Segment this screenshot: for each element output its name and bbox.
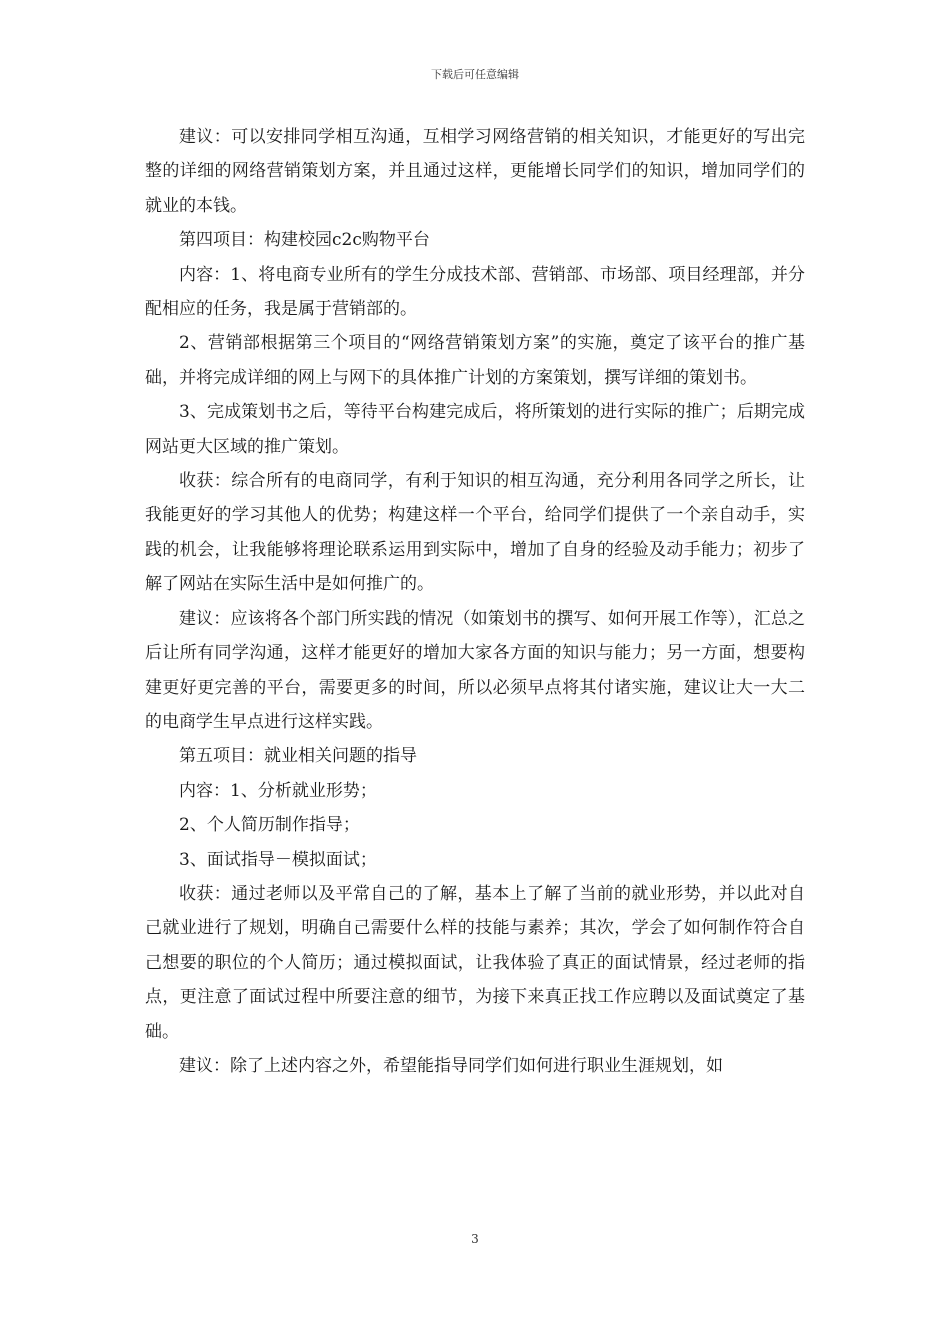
paragraph-project-5-suggestion: 建议：除了上述内容之外，希望能指导同学们如何进行职业生涯规划，如 <box>179 1055 723 1076</box>
paragraph-project-5-content-1: 内容：1、分析就业形势； <box>179 780 377 801</box>
paragraph-project-4-content-1: 内容：1、将电商专业所有的学生分成技术部、营销部、市场部、项目经理部，并分配相应的任务，我是属于营销部的。 <box>145 264 805 320</box>
paragraph-project-5-content-3: 3、面试指导－模拟面试； <box>179 849 377 870</box>
paragraph-project-4-title: 第四项目：构建校园c2c购物平台 <box>179 230 430 251</box>
page-number: 3 <box>471 1232 479 1246</box>
paragraph-project-4-suggestion: 建议：应该将各个部门所实践的情况（如策划书的撰写、如何开展工作等），汇总之后让所有同学沟通，这样才能更好的增加大家各方面的知识与能力；另一方面，想要构建更好更完善的平台，需要更多的时间，所以必须早点将其付诸实施，建议让大一大二的电商学生早点进行这样实践。 <box>145 608 805 732</box>
document-body <box>145 120 805 1083</box>
paragraph-project-5-gain: 收获：通过老师以及平常自己的了解，基本上了解了当前的就业形势，并以此对自己就业进行了规划，明确自己需要什么样的技能与素养；其次，学会了如何制作符合自己想要的职位的个人简历；通过模拟面试，让我体验了真正的面试情景，经过老师的指点，更注意了面试过程中所要注意的细节，为接下来真正找工作应聘以及面试奠定了基础。 <box>145 883 805 1042</box>
paragraph-suggestion-1: 建议：可以安排同学相互沟通，互相学习网络营销的相关知识，才能更好的写出完整的详细的网络营销策划方案，并且通过这样，更能增长同学们的知识，增加同学们的就业的本钱。 <box>145 127 805 216</box>
paragraph-project-5-content-2: 2、个人简历制作指导； <box>179 815 360 836</box>
paragraph-project-4-gain: 收获：综合所有的电商同学，有利于知识的相互沟通，充分利用各同学之所长，让我能更好的学习其他人的优势；构建这样一个平台，给同学们提供了一个亲自动手，实践的机会，让我能够将理论联系运用到实际中，增加了自身的经验及动手能力；初步了解了网站在实际生活中是如何推广的。 <box>145 471 805 595</box>
paragraph-project-4-content-3: 3、完成策划书之后，等待平台构建完成后，将所策划的进行实际的推广；后期完成网站更大区域的推广策划。 <box>145 402 805 457</box>
paragraph-project-4-content-2: 2、营销部根据第三个项目的“网络营销策划方案”的实施，奠定了该平台的推广基础，并将完成详细的网上与网下的具体推广计划的方案策划，撰写详细的策划书。 <box>145 333 805 388</box>
page-header: 下载后可任意编辑 <box>431 68 519 81</box>
paragraph-project-5-title: 第五项目：就业相关问题的指导 <box>179 746 417 767</box>
